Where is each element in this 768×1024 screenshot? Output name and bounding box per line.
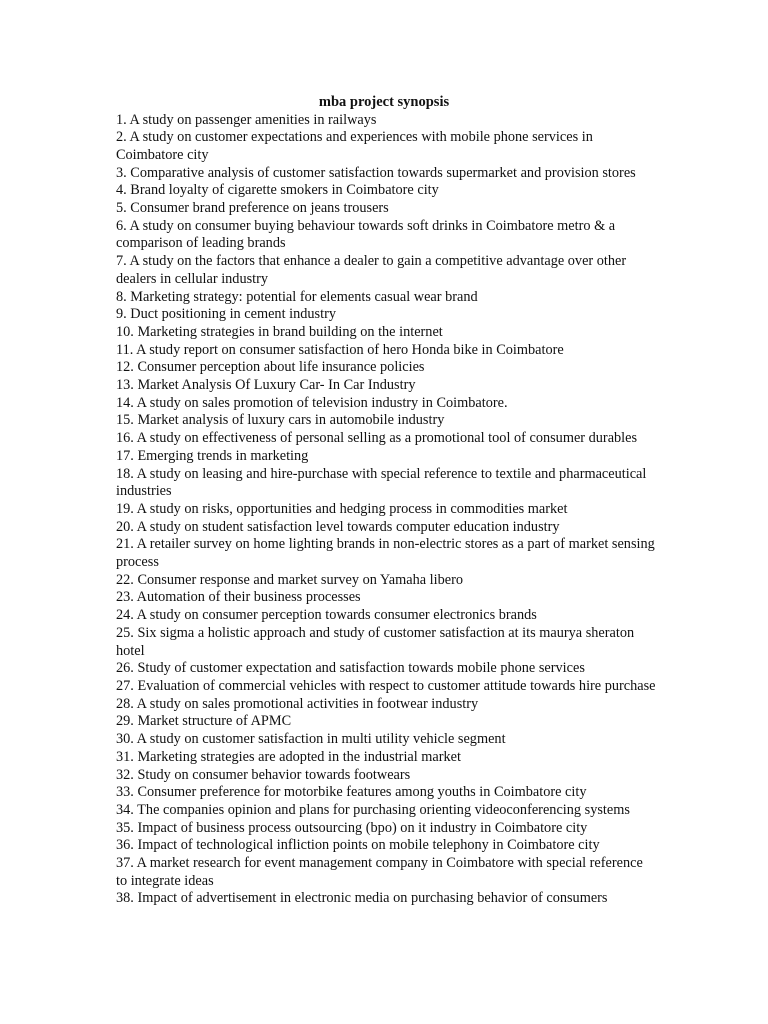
topic-item: 32. Study on consumer behavior towards footwears <box>116 766 411 783</box>
topic-item: 19. A study on risks, opportunities and hedging process in commodities market <box>116 500 568 517</box>
document-title: mba project synopsis <box>318 94 450 110</box>
topic-item: 6. A study on consumer buying behaviour towards soft drinks in Coimbatore metro & a comparison of leading brands <box>116 217 616 252</box>
topic-item: 24. A study on consumer perception towards consumer electronics brands <box>116 607 537 624</box>
topic-item: 34. The companies opinion and plans for purchasing orienting videoconferencing systems <box>116 801 630 818</box>
topic-item: 35. Impact of business process outsourcing (bpo) on it industry in Coimbatore city <box>116 819 588 836</box>
topic-item: 2. A study on customer expectations and experiences with mobile phone services in Coimbatore city <box>116 129 593 163</box>
topic-item: 21. A retailer survey on home lighting brands in non-electric stores as a part of market sensing process <box>116 536 655 571</box>
topic-item: 25. Six sigma a holistic approach and study of customer satisfaction at its maurya sheraton hotel <box>116 624 635 659</box>
topic-item: 9. Duct positioning in cement industry <box>116 306 336 323</box>
topic-item: 33. Consumer preference for motorbike features among youths in Coimbatore city <box>116 784 587 801</box>
topic-item: 10. Marketing strategies in brand building on the internet <box>116 323 443 340</box>
topic-item: 16. A study on effectiveness of personal selling as a promotional tool of consumer durables <box>116 430 638 447</box>
topic-item: 4. Brand loyalty of cigarette smokers in Coimbatore city <box>116 182 439 199</box>
topic-item: 14. A study on sales promotion of television industry in Coimbatore. <box>116 394 508 411</box>
topic-item: 17. Emerging trends in marketing <box>116 447 309 464</box>
topic-item: 1. A study on passenger amenities in railways <box>116 111 377 128</box>
topic-item: 27. Evaluation of commercial vehicles with respect to customer attitude towards hire purchase <box>116 678 656 694</box>
topic-item: 13. Market Analysis Of Luxury Car- In Car Industry <box>116 377 416 394</box>
topic-item: 20. A study on student satisfaction level towards computer education industry <box>116 518 560 535</box>
topic-item: 12. Consumer perception about life insurance policies <box>116 359 425 376</box>
topic-item: 5. Consumer brand preference on jeans trousers <box>116 200 389 217</box>
topic-item: 22. Consumer response and market survey on Yamaha libero <box>116 571 464 588</box>
topic-item: 28. A study on sales promotional activities in footwear industry <box>116 695 479 712</box>
topic-item: 31. Marketing strategies are adopted in the industrial market <box>116 748 462 765</box>
topic-item: 18. A study on leasing and hire-purchase with special reference to textile and pharmaceutical industries <box>116 465 647 500</box>
topic-item: 11. A study report on consumer satisfaction of hero Honda bike in Coimbatore <box>116 341 564 358</box>
topic-item: 38. Impact of advertisement in electronic media on purchasing behavior of consumers <box>116 890 608 907</box>
topic-item: 30. A study on customer satisfaction in multi utility vehicle segment <box>116 731 506 748</box>
topic-list <box>116 112 656 909</box>
topic-item: 3. Comparative analysis of customer satisfaction towards supermarket and provision stores <box>116 164 636 181</box>
topic-item: 37. A market research for event management company in Coimbatore with special reference to integrate ideas <box>116 855 643 889</box>
topic-item: 8. Marketing strategy: potential for elements casual wear brand <box>116 288 478 305</box>
topic-item: 26. Study of customer expectation and satisfaction towards mobile phone services <box>116 660 585 677</box>
topic-item: 29. Market structure of APMC <box>116 713 292 730</box>
topic-item: 15. Market analysis of luxury cars in automobile industry <box>116 412 445 429</box>
topic-item: 7. A study on the factors that enhance a dealer to gain a competitive advantage over other dealers in cellular industry <box>116 253 627 287</box>
topic-item: 23. Automation of their business processes <box>116 589 361 606</box>
topic-item: 36. Impact of technological infliction points on mobile telephony in Coimbatore city <box>116 837 600 854</box>
